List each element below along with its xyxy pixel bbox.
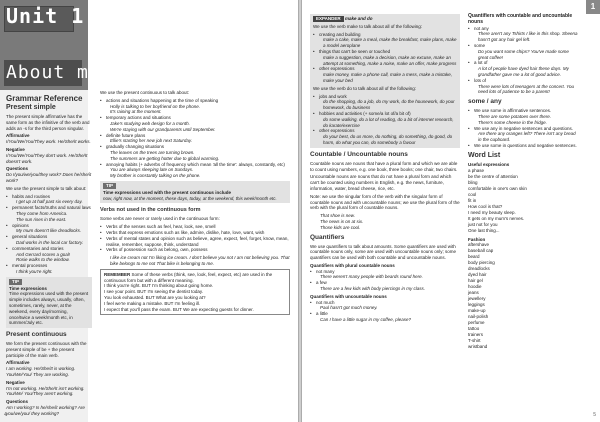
countable-heading: Countable / Uncountable nouns: [310, 150, 408, 158]
some-any-example: Are there any oranges left? There isn't any bread in the cupboard.: [478, 131, 576, 143]
pc-negative-text: I'm not working. He/She/It isn't working. You/We/ You/They aren't working.: [6, 385, 85, 397]
expander-title: make and do: [344, 16, 373, 21]
word-item: T-shirt: [468, 338, 481, 344]
stative-intro: Some verbs are never or rarely used in the continuous form:: [100, 216, 220, 222]
expander-label: EXPANDER: [313, 16, 344, 22]
right-page: [302, 0, 600, 422]
word-item: How cool is that?: [468, 203, 503, 209]
word-list-heading: Word List: [468, 151, 501, 159]
make-item: • creating and building: [313, 32, 457, 38]
use-example: My mum doesn't like dreadlocks.: [16, 228, 82, 234]
pc-use-item: • annoying habits (+ adverbs of frequency which mean 'all the time': always, constantly, etc): [100, 162, 290, 168]
remember-text: Some of these verbs (think, see, look, feel, expect, etc) are used in the continuous form but with a different meaning.: [104, 271, 273, 283]
word-item: fit in: [468, 197, 477, 203]
uncountable-intro: Uncountable nouns are nouns that do not have a plural form and which can't be counted using numbers in English, e.g. the news, furniture, information, water, bread cheese, rice, etc.: [310, 174, 452, 191]
word-item: perfume: [468, 320, 485, 326]
pc-use-item: • definite future plans: [100, 133, 290, 139]
word-list: [468, 162, 580, 351]
tip-text: Time expressions used with the present simple includes always, usually, often, sometimes, rarely, never, at the weekend, every day/morning, once/twice a week/month etc, in summer/July etc.: [9, 291, 89, 326]
use-item: • opinions: [6, 223, 92, 229]
word-item: aftershave: [468, 242, 490, 248]
uncount-quant-example: Paul hasn't got much money.: [320, 305, 378, 311]
do-example: do your best, do us more, do nothing, do something, do good, do harm, do what you can, do somebody a favour: [323, 134, 453, 145]
pc-uses-intro: We use the present continuous to talk about:: [100, 90, 189, 95]
pc-example: You are always sleeping late on Sundays.: [110, 167, 194, 173]
pc-example: Holly is talking to her boyfriend on the phone.: [110, 103, 201, 109]
grammar-heading: Grammar Reference: [6, 94, 83, 103]
affirmative-text: I/You/We/You/They work. He/She/It works.: [6, 139, 91, 145]
mixed-quant-example: There were lots of teenagers at the concert. You need lots of patience to be a parent!: [478, 83, 574, 95]
word-item: tattoo: [468, 326, 480, 332]
some-any-item: • We use some in questions and negative sentences.: [468, 143, 580, 149]
do-item: • hobbies and activities (+ some/a lot of/a bit of): [313, 111, 457, 117]
countable-example: Those kids are cool.: [320, 224, 361, 230]
word-item: cool: [468, 191, 477, 197]
remember-example: You look exhausted. BUT What are you looking at?: [104, 294, 206, 300]
use-example: And Gerrard scores a goal!: [16, 251, 71, 257]
mixed-quant-item: • some: [468, 43, 580, 49]
pc-example: The leaves on the trees are turning brown.: [110, 149, 195, 155]
use-item: • habits and routines: [6, 194, 92, 200]
word-list-column: [468, 14, 580, 350]
some-any-heading: some / any: [468, 98, 502, 106]
make-item: • things that can't be seen or touched: [313, 49, 457, 55]
use-example: The sun rises in the east.: [16, 216, 67, 222]
use-item: • general situations: [6, 234, 92, 240]
negative-label: Negative: [6, 146, 25, 152]
pc-affirmative-text: I am working. He/She/It is working. You/We/You/ They are working.: [6, 366, 76, 378]
make-example: make a cake, make a meal, make the breakfast, make plans, make a model aeroplane: [323, 37, 457, 49]
countable-example: The news is on at six.: [320, 218, 364, 224]
word-item: beard: [468, 254, 480, 260]
do-example: do the shopping, do a job, do my work, do the housework, do your homework, do business: [323, 99, 455, 111]
some-any-item: • We use some in affirmative sentences.: [468, 108, 580, 114]
word-item: One last thing...: [468, 227, 500, 233]
tip-box: [6, 277, 92, 328]
grammar-column: [6, 94, 92, 419]
pc-example: We're staying with our grandparents until September.: [110, 126, 216, 132]
word-item: wristband: [468, 344, 488, 350]
mixed-quant-item: • lots of: [468, 78, 580, 84]
present-simple-heading: Present simple: [6, 104, 56, 111]
pc-tip-heading: Time expressions used with the present continuous include: [103, 189, 231, 195]
pc-use-item: • gradually changing situations: [100, 144, 290, 150]
page-title: About me: [6, 62, 101, 83]
use-example: Rosie walks to the window.: [16, 257, 70, 263]
mixed-quant-example: There aren't any Tshirts I like in this shop. Sheena hasn't got any hair gel left.: [478, 31, 578, 43]
stative-item: • Verbs of mental states and opinion such as believe, agree, expect, feel, forget, know, mean, realise, remember, suppose, think, understand: [100, 236, 290, 248]
count-quant-example: There are a few kids with body piercings in my class.: [320, 286, 426, 292]
use-example: I get up at half past six every day.: [16, 199, 83, 205]
pc-negative-label: Negative: [6, 379, 25, 385]
countable-note: Note: we use the singular form of the verb with the singular form of countable nouns and with uncountable nouns; we use the plural form of the verb with the plural form of countable nouns.: [310, 193, 460, 211]
word-item: trainers: [468, 332, 484, 338]
use-item: • mental processes: [6, 263, 92, 269]
pc-tip-label: TIP: [103, 183, 116, 189]
uncount-quant-item: • a little: [310, 311, 460, 317]
questions-text: Do I/you/we/you/they work? Does he/she/it work?: [6, 172, 92, 183]
pc-use-item: • temporary actions and situations: [100, 115, 290, 121]
word-item: dreadlocks: [468, 266, 490, 272]
word-item: jeans: [468, 290, 479, 296]
right-page-number: 5: [593, 412, 596, 418]
word-item: a phase: [468, 167, 485, 173]
stative-item: • Verbs of possession such as belong, own, possess: [100, 247, 290, 253]
make-intro: We use the verb make to talk about all of the following:: [313, 23, 422, 29]
uncount-quant-label: Quantifiers with uncountable nouns: [310, 293, 387, 299]
word-item: leggings: [468, 302, 485, 308]
mixed-quant-example: A lot of people have dyed hair these days. My grandfather gave me a lot of good advice.: [478, 66, 569, 77]
word-item: bling: [468, 179, 478, 185]
pc-tip-text: now, right now, at the moment, these days, today, at the weekend, this week/month etc.: [103, 195, 277, 201]
word-item: be the centre of attention: [468, 173, 518, 179]
word-item: dyed hair: [468, 272, 487, 278]
unit-title: Unit 1: [6, 4, 85, 28]
negative-text: I/You/We/You/They don't work. He/She/It doesn't work.: [6, 152, 88, 164]
word-item: I need my beauty sleep.: [468, 209, 516, 215]
remember-example: I feel we're making a mistake. BUT I'm feeling ill.: [104, 300, 201, 306]
countable-intro: Countable nouns are nouns that have a plural form and which we are able to count using numbers, e.g. one book, three books; one chair, two chairs.: [310, 160, 458, 172]
affirmative-label: Affirmative: [6, 133, 30, 139]
count-quant-label: Quantifiers with plural countable nouns: [310, 262, 395, 268]
tip-label: TIP: [9, 279, 22, 285]
expander-box: [310, 14, 460, 148]
remember-label: REMEMBER: [104, 271, 131, 277]
pc-example: Ellie's starting her new job next Saturday.: [110, 138, 193, 144]
use-example: I think you're right.: [16, 268, 53, 274]
stative-item: • Verbs that express emotions such as like, admire, dislike, hate, love, want, wish: [100, 230, 290, 236]
use-item: • commentaries and stories: [6, 246, 92, 252]
remember-box: [100, 269, 290, 316]
word-item: It gets on my mum's nerves.: [468, 215, 525, 221]
countable-example: That shoe is new.: [320, 213, 356, 219]
pc-use-item: • actions and situations happening at the time of speaking: [100, 98, 290, 104]
make-example: make money, make a phone call, make a mess, make a mistake, make your bed: [323, 72, 452, 83]
remember-example: I see your point. BUT I'm seeing the dentist today.: [104, 289, 203, 295]
pc-example: The summers are getting hotter due to global warming.: [110, 155, 220, 161]
mixed-quant-heading: Quantifiers with countable and uncountable nouns: [468, 13, 573, 25]
do-intro: We use the verb do to talk about all of the following:: [313, 85, 416, 91]
stative-heading: Verbs not used in the continuous form: [100, 207, 201, 214]
questions-label: Questions: [6, 166, 29, 172]
word-item: baseball cap: [468, 248, 494, 254]
remember-example: I expect that you'll pass the exam. BUT We are expecting guests for dinner.: [104, 306, 254, 312]
uses-intro: We use the present simple to talk about:: [6, 185, 87, 191]
mixed-quant-item: • a lot of: [468, 60, 580, 66]
some-any-item: • We use any in negative sentences and questions.: [468, 126, 580, 132]
pc-example: It's raining at the moment.: [110, 109, 162, 115]
mixed-quant-example: Do you want some chips? You've made some great coffee!: [478, 48, 569, 60]
present-continuous-heading: Present continuous: [6, 331, 67, 339]
uncount-quant-example: Can I have a little sugar in my coffee, please?: [320, 317, 412, 323]
tip-heading: Time expressions: [9, 285, 47, 291]
word-item: make-up: [468, 308, 486, 314]
make-item: • other expressions: [313, 66, 457, 72]
do-item: • jobs and work: [313, 94, 457, 100]
use-item: • permanent facts/truths and natural laws: [6, 205, 92, 211]
left-page-number: 4: [4, 412, 7, 418]
some-any-example: There's some cheese in the fridge.: [478, 119, 547, 125]
word-item: body piercing: [468, 260, 495, 266]
pc-intro: We form the present continuous with the present simple of be + the present participle of the main verb.: [6, 341, 87, 358]
pc-questions-label: Questions: [6, 399, 29, 405]
quantifiers-heading: Quantifiers: [310, 233, 345, 241]
stative-examples: I like ice cream not I'm liking ice cream. I don't believe you not I am not believing you. That bike belongs to me not That bike is belonging to me.: [110, 255, 290, 266]
count-quant-item: • not many: [310, 269, 460, 275]
remember-example: I think you're right. BUT I'm thinking about going home.: [104, 283, 214, 289]
count-quant-item: • a few: [310, 280, 460, 286]
word-item: just not for you: [468, 221, 498, 227]
continuous-column: [100, 90, 290, 317]
do-item: • other expressions: [313, 128, 457, 134]
pc-example: Jake's studying web design for a month.: [110, 120, 190, 126]
word-item: hair gel: [468, 278, 483, 284]
some-any-example: There are some potatoes over there.: [478, 113, 552, 119]
uncount-quant-item: • not much: [310, 300, 460, 306]
corner-page-number: 1: [586, 0, 600, 14]
count-quant-example: There weren't many people with beards round here.: [320, 274, 423, 280]
left-page: [0, 0, 298, 422]
word-item: comfortable in one's own skin: [468, 185, 527, 191]
mixed-quant-item: • not any: [468, 26, 580, 32]
pc-example: My brother is constantly talking on the phone.: [110, 173, 201, 179]
quantifiers-intro: We use quantifiers to talk about amounts. Some quantifiers are used with countable nouns only, some are used with uncountable nouns only; some quantifiers can be used with both countable and uncountable nouns.: [310, 243, 457, 261]
expander-column: [310, 14, 460, 323]
grammar-intro: The present simple affirmative has the same form as the infinitive of the verb and adds an -s for the third person singular.: [6, 114, 90, 131]
do-example: do some walking, do a lot of reading, do a bit of internet research, do karate/exercise: [323, 116, 454, 128]
word-item: jewellery: [468, 296, 486, 302]
pc-questions-text: Am I working? Is he/she/it working? Are you/we/you/ they working?: [6, 405, 85, 416]
word-item: nail-polish: [468, 314, 489, 320]
make-example: make a suggestion, make a decision, make an excuse, make an attempt at something, make a noise, make an offer, make progress: [323, 54, 457, 66]
use-example: They come from America.: [16, 210, 68, 216]
stative-item: • Verbs of the senses such as feel, hear, look, see, smell: [100, 224, 290, 230]
word-item: hoodie: [468, 284, 482, 290]
useful-label: Useful expressions: [468, 161, 510, 167]
use-example: Dad works in the local car factory.: [16, 239, 84, 245]
pc-tip-box: [100, 181, 290, 203]
pc-affirmative-label: Affirmative: [6, 360, 30, 366]
fashion-label: Fashion: [468, 236, 486, 242]
